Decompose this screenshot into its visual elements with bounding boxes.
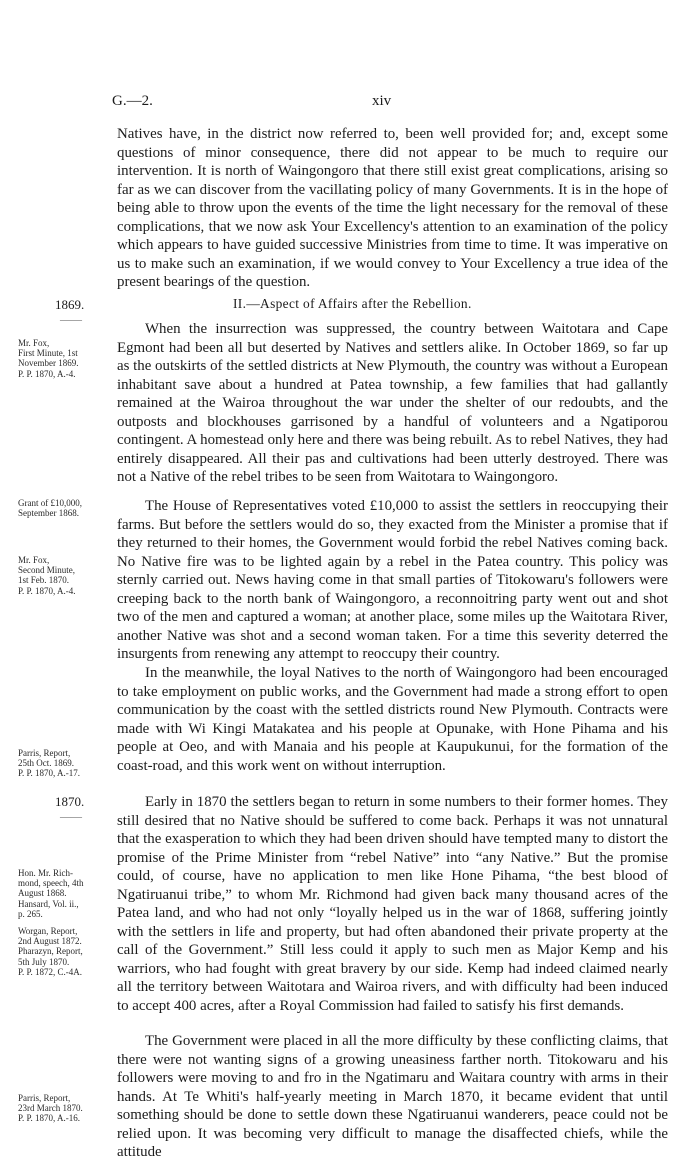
margin-year-1870: 1870. [55, 794, 85, 809]
margin-note-grant: Grant of £10,000, September 1868. [18, 498, 82, 519]
margin-year-rule: —— [60, 314, 82, 326]
body-paragraph-2 [117, 320, 668, 487]
paragraph-text: The Government were placed in all the more difficulty by these conflicting claims, that there were not wanting signs of a growing uneasiness farther north. Titokowaru and his followers were moving to and fro in the Ngatimaru and Waitara country with arms in their hands. At Te Whiti's half-yearly meeting in March 1870, it became evident that until something should be done to settle down these Ngatiruanui wanderers, peace could not be relied upon. It was becoming very difficult to manage the disaffected chiefs, while the attitude [117, 1033, 668, 1161]
body-paragraph-1 [117, 125, 668, 292]
body-paragraph-6 [117, 1032, 668, 1162]
margin-note-parris-1869: Parris, Report, 25th Oct. 1869. P. P. 1870, A.-17. [18, 748, 81, 779]
page-number: xiv [372, 93, 392, 109]
margin-note-fox-first-minute: Mr. Fox, First Minute, 1st November 1869. P. P. 1870, A.-4. [18, 338, 79, 379]
body-paragraph-5 [117, 793, 668, 1016]
section-heading: II.—Aspect of Affairs after the Rebellion. [233, 296, 472, 311]
margin-year-1869: 1869. [55, 297, 85, 312]
margin-note-worgan-pharazyn: Worgan, Report, 2nd August 1872. Pharazyn, Report, 5th July 1870. P. P. 1872, C.-4A. [18, 926, 83, 977]
paragraph-text: Early in 1870 the settlers began to return in some numbers to their former homes. They still desired that no Native should be suffered to come back. Perhaps it was not unnatural that the exasperation to which they had been driven should have tempted many to distort the promise of the Prime Minister from “rebel Native” into “any Native.” But the promise could, of course, have no application to men like Hone Pihama, “the best blood of Ngatiruanui tribe,” to whom Mr. Richmond had given back many thousand acres of the Patea land, and who had not only “loyally helped us in the war of 1868, suffering jointly with the settlers in life and property, but had often abandoned their private property at the call of the Government.” Still less could it apply to such men as Major Kemp and his warriors, who had fought with great bravery by our side. Kemp had indeed claimed nearly all the territory between Waitotara and Wairoa rivers, and with difficulty had been induced to accept 400 acres, after a Royal Commission had failed to satisfy his first demands. [117, 794, 668, 1015]
paragraph-text: In the meanwhile, the loyal Natives to the north of Waingongoro had been encouraged to take employment on public works, and the Government had made a strong effort to open communication by the coast with the settled districts round New Plymouth. Contracts were made with Wi Kingi Matakatea and his people at Opunake, with Hone Pihama and his people at Oeo, and with Manaia and his people at Kaupukunui, for the formation of the coast-road, and this work went on without interruption. [117, 665, 668, 774]
margin-note-fox-second-minute: Mr. Fox, Second Minute, 1st Feb. 1870. P. P. 1870, A.-4. [18, 555, 76, 596]
margin-note-parris-1870: Parris, Report, 23rd March 1870. P. P. 1870, A.-16. [18, 1093, 83, 1124]
body-paragraph-3 [117, 497, 668, 664]
paragraph-text: When the insurrection was suppressed, the country between Waitotara and Cape Egmont had been all but deserted by Natives and settlers alike. In October 1869, so far up as the outskirts of the settled districts at New Plymouth, the country was without a European inhabitant save about a hundred at Patea township, a few families that had gallantly remained at the Wairoa throughout the war under the shelter of our redoubts, and the outposts and blockhouses garrisoned by a handful of volunteers and a Ngatiporou contingent. A homestead only here and there was being rebuilt. As to rebel Natives, they had entirely disappeared. All their pas and cultivations had been utterly destroyed. There was not a Native of the rebel tribes to be seen from Waitotara to Waingongoro. [117, 321, 668, 486]
body-paragraph-4 [117, 664, 668, 775]
margin-year-rule: —— [60, 811, 82, 823]
paragraph-text: Natives have, in the district now referred to, been well provided for; and, except some questions of minor consequence, there did not appear to be much to require our intervention. It is north of Waingongoro that there still exist great complications, arising so far as we can discover from the vacillating policy of many Governments. It is in the hope of being able to throw upon the events of the time the light necessary for the removal of these complications, that we now ask Your Excellency's attention to an examination of the policy which appears to have guided successive Ministries from time to time. It was imperative on us to make such an examination, if we would convey to Your Excellency a true idea of the present bearings of the question. [117, 126, 668, 291]
paragraph-text: The House of Representatives voted £10,000 to assist the settlers in reoccupying their farms. But before the settlers would do so, they exacted from the Minister a promise that if they returned to their homes, the Government would forbid the rebel Natives coming back. No Native fire was to be lighted again by a rebel in the Patea country. This policy was sternly carried out. News having come in that small parties of Titokowaru's followers were creeping back to the north bank of Waingongoro, a reconnoitring party went out and shot two of the men and captured a woman; at another place, some miles up the Waitotara River, another Native was shot and a second woman taken. For a time this severity deterred the insurgents from renewing any attempt to reoccupy their country. [117, 498, 668, 663]
margin-note-richmond-speech: Hon. Mr. Rich- mond, speech, 4th August 1868. Hansard, Vol. ii., p. 265. [18, 868, 84, 919]
paper-code: G.—2. [112, 93, 153, 109]
